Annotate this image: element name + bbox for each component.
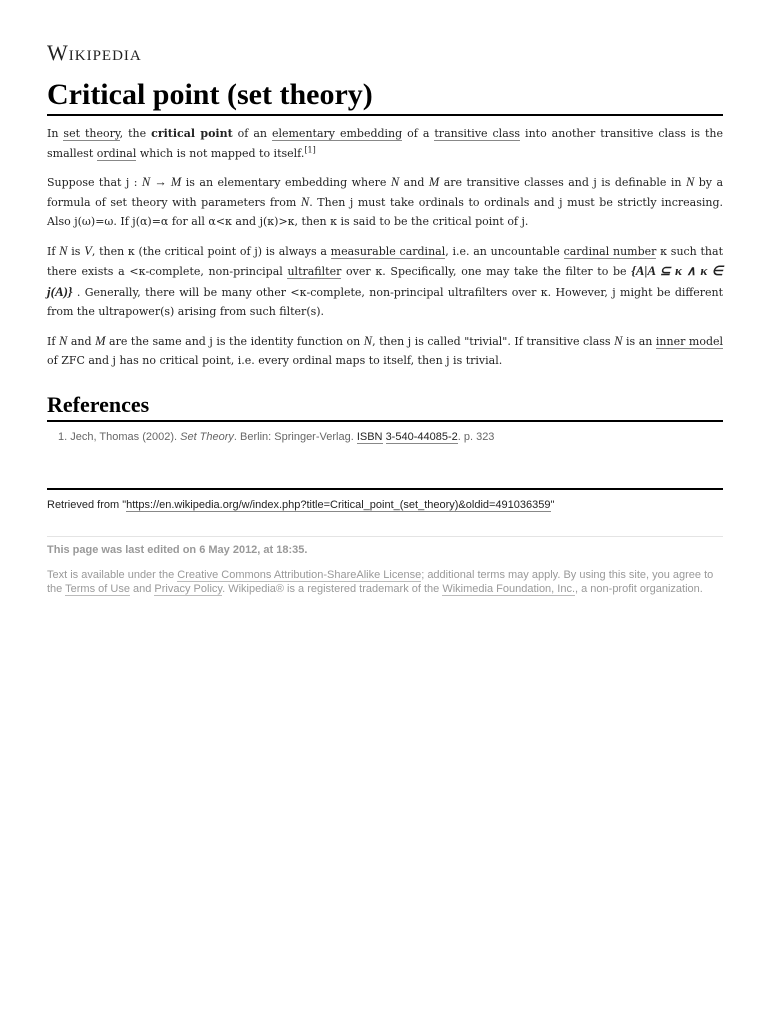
math-expression: N	[685, 175, 695, 189]
text: ; additional terms may apply. By using this site, you agree to the	[47, 569, 714, 595]
retrieved-url-link[interactable]: https://en.wikipedia.org/w/index.php?title=Critical_point_(set_theory)&oldid=491036359	[126, 499, 551, 511]
references-list	[58, 431, 718, 443]
text: In	[47, 127, 64, 140]
text: of a	[402, 127, 435, 140]
text: and	[129, 583, 155, 595]
reference-title: Set Theory	[180, 431, 234, 443]
text: and	[399, 176, 429, 189]
reference-item	[58, 431, 718, 443]
isbn-link[interactable]: ISBN	[356, 431, 383, 443]
link-elementary-embedding[interactable]: elementary embedding	[271, 127, 403, 140]
text: by a formula of set theory with parameters from	[47, 176, 724, 209]
terms-of-use-link[interactable]: Terms of Use	[65, 583, 130, 595]
text: , the	[119, 127, 152, 140]
cc-license-link[interactable]: Creative Commons Attribution-ShareAlike License	[177, 569, 422, 581]
references-heading: References	[47, 392, 723, 422]
text: Retrieved from "	[47, 499, 127, 511]
text: If	[47, 334, 59, 348]
article-body	[47, 124, 723, 381]
link-measurable-cardinal[interactable]: measurable cardinal	[330, 244, 446, 258]
text: , i.e. an uncountable	[445, 244, 564, 258]
reference-author: Jech, Thomas (2002).	[70, 431, 181, 443]
text: are the same and j is the identity function on	[105, 334, 364, 348]
paragraph-2	[47, 173, 723, 232]
text: Text is available under the	[47, 569, 178, 581]
term-critical-point: critical point	[151, 127, 233, 140]
link-ultrafilter[interactable]: ultrafilter	[287, 265, 342, 278]
text: If	[47, 244, 60, 258]
reference-publisher: . Berlin: Springer-Verlag.	[233, 431, 357, 443]
math-expression: V	[84, 243, 92, 258]
text: over κ. Specifically, one may take the filter to be	[341, 265, 632, 278]
link-inner-model[interactable]: inner model	[655, 334, 724, 348]
math-expression: M	[428, 175, 440, 189]
math-expression: N	[59, 243, 68, 258]
text: which is not mapped to itself.	[136, 146, 305, 160]
text: , a non-profit organization.	[575, 583, 703, 595]
text: . Generally, there will be many other <κ-complete, non-principal ultrafilters over κ. However, j might be different from the ultrapower(s) arising from such filter(s).	[47, 285, 723, 318]
license-notice	[47, 568, 723, 596]
paragraph-1	[47, 124, 723, 163]
math-expression: M	[95, 333, 106, 348]
link-set-theory[interactable]: set theory	[63, 127, 120, 140]
paragraph-4	[47, 332, 723, 371]
text: , then j is called "trivial". If transitive class	[372, 334, 615, 348]
text: κ such that there exists a <κ-complete, non-principal	[47, 244, 723, 278]
text: are transitive classes and j is definable in	[439, 176, 686, 189]
text: is an	[622, 334, 656, 348]
text: , then κ (the critical point of j) is always a	[91, 244, 331, 258]
paragraph-3	[47, 242, 723, 322]
text: into another transitive class is the smallest	[47, 127, 723, 160]
math-formula: {A|A ⊆ κ ∧ κ ∈ j(A)}	[47, 263, 723, 299]
text: . Then j must take ordinals to ordinals and j must be strictly increasing. Also j(ω)=ω. If j(α)=α for all α<κ and j(κ)>κ, then κ is said to be the critical point of j.	[47, 195, 723, 228]
wikipedia-logo[interactable]: Wikipedia	[47, 40, 142, 65]
math-expression: N	[363, 333, 373, 348]
page-title: Critical point (set theory)	[47, 78, 723, 116]
math-expression: N	[390, 175, 400, 189]
citation-ref-1[interactable]: [1]	[304, 144, 316, 154]
math-expression: N	[614, 333, 623, 348]
text: is	[67, 244, 85, 258]
privacy-policy-link[interactable]: Privacy Policy	[154, 583, 223, 595]
divider	[47, 488, 723, 490]
math-expression: N → M	[141, 175, 182, 189]
footer-divider	[47, 536, 723, 537]
isbn-number-link[interactable]: 3-540-44085-2	[385, 431, 458, 443]
math-expression: N	[300, 194, 310, 209]
text: . Wikipedia® is a registered trademark of the	[222, 583, 443, 595]
reference-number: 1.	[58, 431, 68, 443]
math-expression: N	[58, 333, 68, 348]
text: "	[550, 499, 555, 511]
link-transitive-class[interactable]: transitive class	[434, 127, 521, 140]
link-ordinal[interactable]: ordinal	[96, 146, 137, 160]
retrieved-from	[47, 499, 723, 511]
text: of ZFC and j has no critical point, i.e. every ordinal maps to itself, then j is trivial.	[47, 354, 503, 367]
last-edited-notice: This page was last edited on 6 May 2012, at 18:35.	[47, 544, 308, 556]
reference-pages: . p. 323	[457, 431, 495, 443]
text: Suppose that j :	[47, 176, 142, 189]
text: is an elementary embedding where	[181, 176, 391, 189]
text: and	[67, 334, 96, 348]
link-cardinal-number[interactable]: cardinal number	[563, 244, 657, 258]
text: of an	[232, 127, 272, 140]
wikimedia-foundation-link[interactable]: Wikimedia Foundation, Inc.	[442, 583, 576, 595]
